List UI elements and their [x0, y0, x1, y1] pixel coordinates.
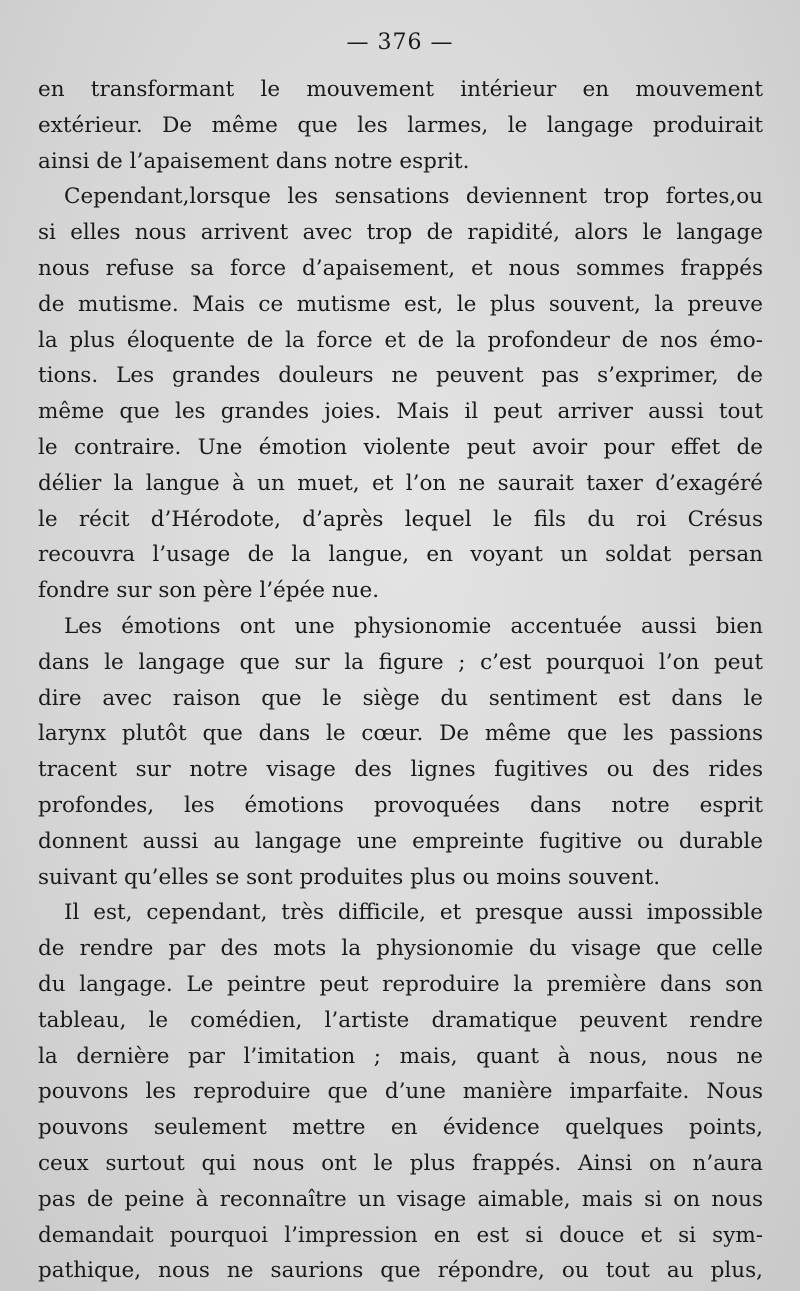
text-line: la plus éloquente de la force et de la profondeur de nos émo- — [38, 327, 763, 353]
text-line: le récit d’Hérodote, d’après lequel le fils du roi Crésus — [38, 506, 763, 532]
text-line: fondre sur son père l’épée nue. — [38, 578, 380, 604]
text-line: la dernière par l’imitation ; mais, quant à nous, nous ne — [38, 1043, 763, 1069]
text-line: en transformant le mouvement intérieur en mouvement — [38, 77, 763, 102]
text-line: Cependant,lorsque les sensations deviennent trop fortes,ou — [64, 184, 763, 210]
text-line: Les émotions ont une physionomie accentuée aussi bien — [64, 613, 763, 639]
text-line: le contraire. Une émotion violente peut avoir pour effet de — [38, 434, 763, 460]
text-line: profondes, les émotions provoquées dans notre esprit — [38, 792, 763, 818]
text-line: ceux surtout qui nous ont le plus frappés. Ainsi on n’aura — [38, 1150, 763, 1176]
text-line: dire avec raison que le siège du sentiment est dans le — [38, 685, 763, 711]
text-line: suivant qu’elles se sont produites plus ou moins souvent. — [38, 864, 661, 890]
text-line: pouvons seulement mettre en évidence quelques points, — [38, 1115, 763, 1141]
text-line: Il est, cependant, très difficile, et presque aussi impossible — [64, 900, 763, 926]
text-line: tracent sur notre visage des lignes fugitives ou des rides — [38, 757, 763, 783]
body-text — [38, 72, 763, 1289]
text-line: dans le langage que sur la figure ; c’est pourquoi l’on peut — [38, 649, 763, 675]
text-line: tions. Les grandes douleurs ne peuvent pas s’exprimer, de — [38, 363, 763, 389]
text-line: pouvons les reproduire que d’une manière imparfaite. Nous — [38, 1079, 763, 1105]
text-line: délier la langue à un muet, et l’on ne saurait taxer d’exagéré — [38, 470, 763, 496]
text-line: tableau, le comédien, l’artiste dramatique peuvent rendre — [38, 1007, 763, 1033]
text-line: même que les grandes joies. Mais il peut arriver aussi tout — [38, 399, 763, 425]
text-line: larynx plutôt que dans le cœur. De même que les passions — [38, 721, 763, 747]
text-line: nous refuse sa force d’apaisement, et nous sommes frappés — [38, 255, 763, 281]
page-number: — 376 — — [346, 30, 454, 55]
text-line: donnent aussi au langage une empreinte fugitive ou durable — [38, 828, 763, 854]
text-line: de rendre par des mots la physionomie du visage que celle — [38, 936, 763, 962]
text-line: recouvra l’usage de la langue, en voyant un soldat persan — [38, 542, 763, 568]
text-line: extérieur. De même que les larmes, le langage produirait — [38, 112, 763, 138]
text-line: ainsi de l’apaisement dans notre esprit. — [38, 148, 470, 174]
text-line: du langage. Le peintre peut reproduire la première dans son — [38, 971, 763, 997]
text-line: de mutisme. Mais ce mutisme est, le plus souvent, la preuve — [38, 291, 763, 317]
text-line: pathique, nous ne saurions que répondre, ou tout au plus, — [38, 1258, 763, 1284]
text-line: demandait pourquoi l’impression en est si douce et si sym- — [38, 1222, 763, 1248]
text-line: pas de peine à reconnaître un visage aimable, mais si on nous — [38, 1186, 763, 1212]
text-line: si elles nous arrivent avec trop de rapidité, alors le langage — [38, 220, 763, 246]
